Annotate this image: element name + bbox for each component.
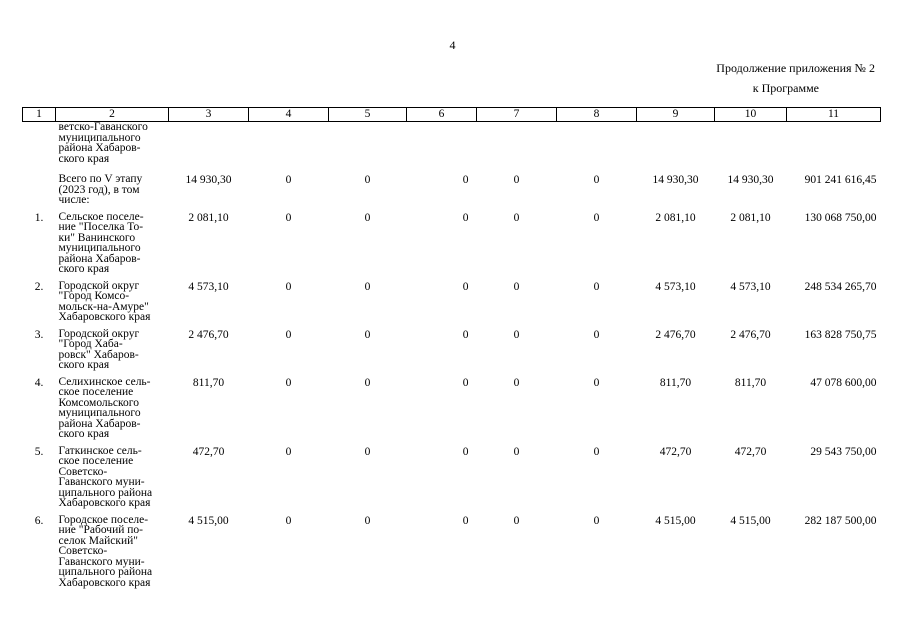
row-name-line: Комсомольского — [58, 396, 139, 409]
column-header: 9 — [637, 108, 715, 122]
table-row — [23, 206, 881, 275]
cell-col-6: 0 — [462, 174, 469, 186]
cell-col-6: 0 — [462, 514, 469, 527]
row-name-line: ние "Поселка То- — [58, 221, 144, 233]
row-name-line: Советско- — [58, 545, 108, 557]
cell-col-8: 0 — [593, 211, 600, 224]
cell-col-11: 163 828 750,75 — [804, 328, 877, 341]
cell-col-5: 0 — [364, 445, 371, 458]
cell-col-7: 0 — [513, 280, 520, 293]
cell-col-10: 472,70 — [734, 445, 767, 458]
cell-col-11: 29 543 750,00 — [810, 445, 877, 458]
cell-col-5: 0 — [364, 280, 371, 293]
cell-col-3: 4 515,00 — [188, 514, 229, 527]
row-name-line: "Город Хаба- — [58, 338, 123, 350]
cell-col-4: 0 — [285, 328, 292, 341]
cell-col-11: 130 068 750,00 — [804, 211, 877, 224]
row-index: 1. — [34, 211, 44, 224]
row-name-line: муниципального — [58, 131, 141, 144]
table-row — [23, 509, 881, 589]
cell-col-4: 0 — [285, 280, 292, 293]
row-index: 2. — [34, 280, 44, 293]
cell-col-10: 4 515,00 — [730, 514, 771, 527]
row-name-line: Гаванского муни- — [58, 555, 145, 568]
row-name-line: Хабаровского края — [58, 311, 151, 323]
row-name-line: ское поселение — [58, 386, 134, 398]
table-row — [23, 275, 881, 323]
row-name — [56, 371, 169, 440]
table-row — [23, 164, 881, 206]
row-name — [56, 323, 169, 371]
cell-col-4: 0 — [285, 514, 292, 527]
cell-col-8: 0 — [593, 280, 600, 293]
cell-col-4: 0 — [285, 445, 292, 458]
cell-col-5: 0 — [364, 514, 371, 527]
row-index: 6. — [34, 514, 44, 527]
cell-col-8: 0 — [593, 445, 600, 458]
cell-col-4: 0 — [285, 174, 292, 186]
row-index: 3. — [34, 328, 44, 341]
cell-col-8: 0 — [593, 376, 600, 389]
cell-col-3 — [169, 122, 249, 165]
cell-col-7: 0 — [513, 514, 520, 527]
row-name-line: ского края — [58, 359, 110, 371]
cell-col-9: 472,70 — [659, 445, 692, 458]
row-index — [23, 122, 56, 165]
cell-col-3: 2 476,70 — [188, 328, 229, 341]
cell-col-9: 2 476,70 — [655, 328, 696, 341]
cell-col-6 — [407, 122, 477, 165]
row-name-line: Сельское поселе- — [58, 210, 144, 223]
row-name — [56, 275, 169, 323]
row-name-line: Селихинское сель- — [58, 375, 151, 388]
row-name-line: ского края — [58, 263, 110, 275]
row-name-line: ципального района — [58, 566, 153, 578]
cell-col-9: 4 573,10 — [655, 280, 696, 293]
cell-col-9: 2 081,10 — [655, 211, 696, 224]
cell-col-9: 4 515,00 — [655, 514, 696, 527]
row-index: 4. — [34, 376, 44, 389]
row-name — [56, 509, 169, 589]
column-header: 3 — [169, 108, 249, 122]
cell-col-5 — [329, 122, 407, 165]
cell-col-10: 4 573,10 — [730, 280, 771, 293]
cell-col-3: 811,70 — [192, 376, 225, 389]
cell-col-11 — [787, 122, 881, 165]
table-row — [23, 371, 881, 440]
cell-col-11: 47 078 600,00 — [810, 376, 877, 389]
cell-col-9: 811,70 — [659, 376, 692, 389]
table-row — [23, 323, 881, 371]
cell-col-10 — [715, 122, 787, 165]
page-number: 4 — [449, 38, 456, 52]
appendix-line-1: Продолжение приложения № 2 — [716, 61, 875, 75]
cell-col-3: 4 573,10 — [188, 280, 229, 293]
column-header: 2 — [56, 108, 169, 122]
cell-col-11: 282 187 500,00 — [804, 514, 877, 527]
row-name-line: Городской округ — [58, 279, 140, 292]
row-name-line: ние "Рабочий по- — [58, 524, 143, 536]
cell-col-7 — [477, 122, 557, 165]
row-name-line: Гаткинское сель- — [58, 444, 142, 457]
cell-col-9: 14 930,30 — [652, 174, 699, 186]
row-name-line: ки" Ванинского — [58, 231, 136, 244]
row-name-line: ского края — [58, 152, 110, 165]
row-name-line: ровск" Хабаров- — [58, 348, 139, 361]
row-name-line: ское поселение — [58, 455, 134, 467]
cell-col-5: 0 — [364, 328, 371, 341]
table-row — [23, 122, 881, 165]
column-header: 8 — [557, 108, 637, 122]
cell-col-7: 0 — [513, 376, 520, 389]
row-name — [56, 122, 169, 165]
cell-col-8: 0 — [593, 514, 600, 527]
row-name-line: ского края — [58, 428, 110, 440]
cell-col-6: 0 — [462, 280, 469, 293]
cell-col-8: 0 — [593, 328, 600, 341]
column-header: 6 — [407, 108, 477, 122]
cell-col-4 — [249, 122, 329, 165]
appendix-caption — [675, 58, 875, 98]
cell-col-6: 0 — [462, 445, 469, 458]
cell-col-7: 0 — [513, 174, 520, 186]
cell-col-3: 14 930,30 — [185, 174, 232, 186]
column-header: 5 — [329, 108, 407, 122]
row-name-line: Хабаровского края — [58, 497, 151, 509]
cell-col-8 — [557, 122, 637, 165]
row-name-line: Городское поселе- — [58, 513, 149, 526]
row-name — [56, 164, 169, 206]
row-name-line: числе: — [58, 194, 90, 206]
row-name-line: мольск-на-Амуре" — [58, 300, 149, 313]
cell-col-4: 0 — [285, 211, 292, 224]
row-index — [23, 164, 56, 206]
cell-col-8: 0 — [593, 174, 600, 186]
cell-col-10: 14 930,30 — [727, 174, 774, 186]
column-header: 10 — [715, 108, 787, 122]
cell-col-10: 811,70 — [734, 376, 767, 389]
cell-col-4: 0 — [285, 376, 292, 389]
cell-col-7: 0 — [513, 328, 520, 341]
row-name-line: "Город Комсо- — [58, 290, 130, 302]
row-name-line: ветско-Гаванского — [58, 121, 148, 133]
program-table — [22, 107, 881, 588]
cell-col-11: 901 241 616,45 — [804, 174, 877, 186]
cell-col-6: 0 — [462, 211, 469, 224]
row-name-line: селок Майский" — [58, 534, 138, 547]
cell-col-6: 0 — [462, 376, 469, 389]
column-header: 4 — [249, 108, 329, 122]
row-name-line: Городской округ — [58, 327, 140, 340]
table-header-row — [23, 108, 881, 122]
row-name-line: района Хабаров- — [58, 252, 141, 265]
row-name-line: муниципального — [58, 242, 141, 254]
cell-col-10: 2 476,70 — [730, 328, 771, 341]
cell-col-3: 472,70 — [192, 445, 225, 458]
row-name-line: Гаванского муни- — [58, 476, 145, 488]
column-header: 11 — [787, 108, 881, 122]
cell-col-5: 0 — [364, 211, 371, 224]
column-header: 1 — [23, 108, 56, 122]
row-name-line: района Хабаров- — [58, 142, 141, 154]
column-header: 7 — [477, 108, 557, 122]
row-index: 5. — [34, 445, 44, 458]
appendix-line-2: к Программе — [752, 81, 819, 95]
row-name-line: ципального района — [58, 486, 153, 499]
table-row — [23, 440, 881, 509]
row-name-line: (2023 год), в том — [58, 183, 140, 196]
row-name-line: Хабаровского края — [58, 576, 151, 589]
cell-col-3: 2 081,10 — [188, 211, 229, 224]
cell-col-7: 0 — [513, 445, 520, 458]
cell-col-7: 0 — [513, 211, 520, 224]
row-name-line: Советско- — [58, 465, 108, 478]
row-name-line: муниципального — [58, 407, 141, 419]
cell-col-5: 0 — [364, 376, 371, 389]
cell-col-9 — [637, 122, 715, 165]
row-name — [56, 206, 169, 275]
row-name-line: Всего по V этапу — [58, 173, 143, 185]
cell-col-10: 2 081,10 — [730, 211, 771, 224]
row-name-line: района Хабаров- — [58, 417, 141, 430]
cell-col-5: 0 — [364, 174, 371, 186]
cell-col-6: 0 — [462, 328, 469, 341]
cell-col-11: 248 534 265,70 — [804, 280, 877, 293]
row-name — [56, 440, 169, 509]
